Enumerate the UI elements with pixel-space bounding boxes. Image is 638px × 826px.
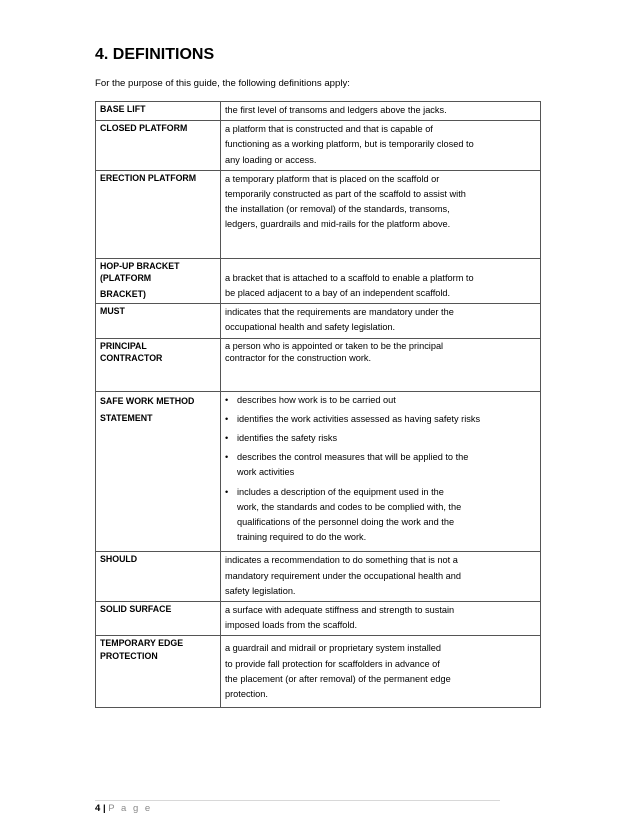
definition-line: temporarily constructed as part of the scaffold to assist with	[225, 189, 466, 200]
definition-line: mandatory requirement under the occupational health and	[225, 570, 461, 581]
definition-line: protection.	[225, 689, 268, 700]
term-line: HOP-UP BRACKET	[100, 260, 180, 271]
table-row	[96, 121, 541, 171]
definition-cell	[221, 602, 541, 636]
bullet-icon: •	[225, 452, 229, 463]
definition-cell	[221, 258, 541, 303]
definition-cell	[221, 121, 541, 171]
definition-line: be placed adjacent to a bay of an independent scaffold.	[225, 288, 451, 299]
table-row	[96, 391, 541, 552]
definition-cell	[221, 304, 541, 338]
page-footer	[95, 803, 152, 814]
definition-line: a bracket that is attached to a scaffold to enable a platform to	[225, 272, 474, 283]
definition-cell	[221, 391, 541, 552]
definition-line: to provide fall protection for scaffolders in advance of	[225, 658, 440, 669]
term-line: SAFE WORK METHOD	[100, 395, 195, 406]
page-heading: 4. DEFINITIONS	[95, 46, 215, 63]
definition-cell	[221, 102, 541, 121]
definition-cell	[221, 552, 541, 602]
definition-line: a guardrail and midrail or proprietary system installed	[225, 643, 442, 654]
table-row	[96, 552, 541, 602]
definition-line: the installation (or removal) of the standards, transoms,	[225, 204, 450, 215]
bullet-icon: •	[225, 413, 229, 424]
definition-line: a platform that is constructed and that is capable of	[225, 124, 433, 135]
definition-line: indicates a recommendation to do something that is not a	[225, 555, 458, 566]
definition-cell	[221, 338, 541, 391]
definition-line: a person who is appointed or taken to be the principal	[225, 340, 444, 351]
term-line: TEMPORARY EDGE	[100, 638, 184, 649]
term-cell: ERECTION PLATFORM	[96, 170, 221, 258]
definition-line: functioning as a working platform, but is temporarily closed to	[225, 139, 474, 150]
definitions-table	[95, 101, 541, 708]
bullet-line: work activities	[237, 467, 295, 478]
definition-line: a temporary platform that is placed on the scaffold or	[225, 173, 440, 184]
bullet-icon: •	[225, 486, 229, 497]
definition-line: contractor for the construction work.	[225, 353, 372, 364]
table-row	[96, 170, 541, 258]
term-line: PROTECTION	[100, 650, 158, 661]
term-cell	[96, 258, 221, 303]
term-cell	[96, 338, 221, 391]
term-line: BRACKET)	[100, 288, 146, 299]
bullet-icon: •	[225, 394, 229, 405]
definition-line: imposed loads from the scaffold.	[225, 620, 358, 631]
definition-line: safety legislation.	[225, 585, 296, 596]
definition-line: any loading or access.	[225, 154, 317, 165]
list-item	[225, 412, 536, 427]
list-item	[225, 393, 536, 408]
table-row	[96, 636, 541, 708]
term-line: CONTRACTOR	[100, 353, 163, 364]
footer-divider	[95, 800, 500, 801]
term-line: PRINCIPAL	[100, 340, 147, 351]
term-cell: BASE LIFT	[96, 102, 221, 121]
term-cell: SOLID SURFACE	[96, 602, 221, 636]
definition-line: the placement (or after removal) of the permanent edge	[225, 673, 451, 684]
table-row	[96, 258, 541, 303]
definition-line: the first level of transoms and ledgers above the jacks.	[225, 105, 447, 115]
bullet-icon: •	[225, 433, 229, 444]
bullet-line: describes how work is to be carried out	[237, 394, 396, 405]
bullet-line: identifies the work activities assessed as having safety risks	[237, 413, 481, 424]
definition-cell	[221, 636, 541, 708]
bullet-line: describes the control measures that will be applied to the	[237, 452, 469, 463]
list-item	[225, 485, 536, 546]
term-cell	[96, 391, 221, 552]
bullet-line: includes a description of the equipment used in the	[237, 486, 444, 497]
table-row	[96, 338, 541, 391]
table-row	[96, 102, 541, 121]
table-row	[96, 304, 541, 338]
intro-text: For the purpose of this guide, the following definitions apply:	[95, 78, 350, 89]
bullet-line: qualifications of the personnel doing the work and the	[237, 517, 455, 528]
term-line: STATEMENT	[100, 412, 153, 423]
bullet-line: work, the standards and codes to be complied with, the	[237, 501, 462, 512]
bullet-line: identifies the safety risks	[237, 433, 338, 444]
term-cell: SHOULD	[96, 552, 221, 602]
term-cell: MUST	[96, 304, 221, 338]
list-item	[225, 431, 536, 446]
page-number: 4	[95, 803, 101, 814]
term-line: (PLATFORM	[100, 273, 152, 284]
definition-line: a surface with adequate stiffness and strength to sustain	[225, 605, 455, 616]
table-row	[96, 602, 541, 636]
footer-separator: |	[102, 803, 106, 814]
list-item	[225, 450, 536, 480]
term-cell	[96, 636, 221, 708]
bullet-line: training required to do the work.	[237, 532, 367, 543]
term-cell: CLOSED PLATFORM	[96, 121, 221, 171]
definition-line: indicates that the requirements are mandatory under the	[225, 307, 454, 318]
definition-line: ledgers, guardrails and mid-rails for the platform above.	[225, 219, 451, 230]
definition-cell	[221, 170, 541, 258]
definition-line: occupational health and safety legislation.	[225, 322, 396, 333]
page-label: P a g e	[108, 803, 153, 814]
